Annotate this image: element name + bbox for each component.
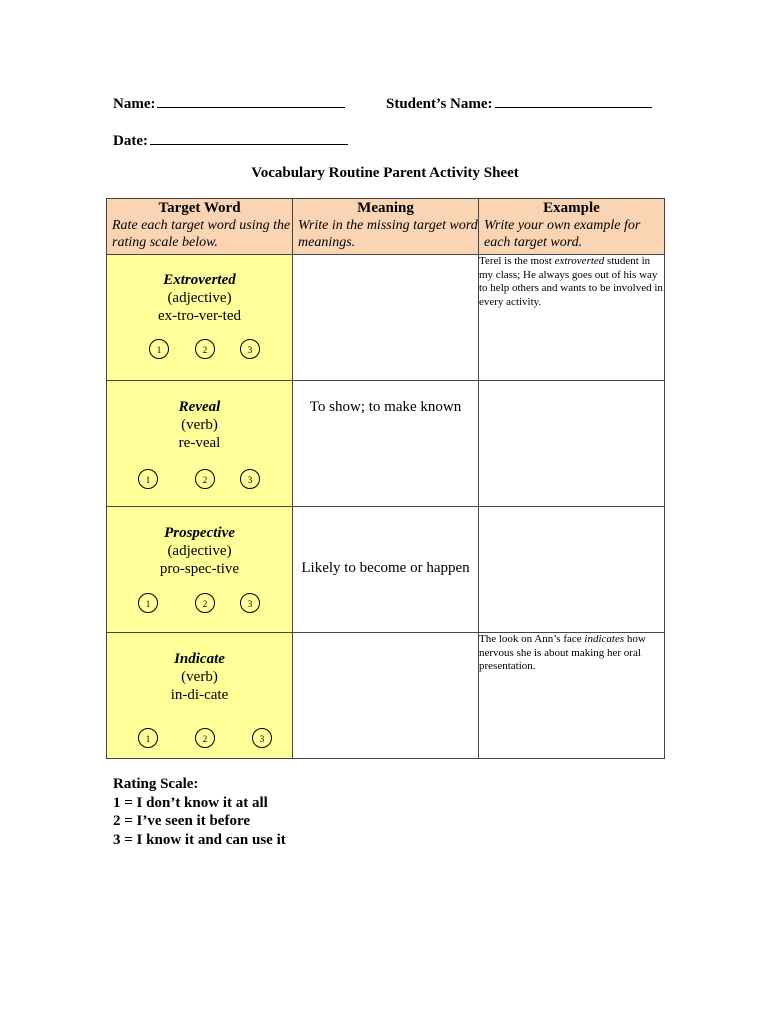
target-word-cell [107, 633, 293, 759]
table-row [107, 633, 665, 759]
syllable-breakdown: pro-spec-tive [159, 561, 240, 577]
target-word: Prospective [164, 525, 235, 541]
syllable-breakdown: re-veal [178, 435, 221, 451]
target-word-cell [107, 381, 293, 507]
name-blank-line[interactable] [157, 93, 345, 108]
sheet-title: Vocabulary Routine Parent Activity Sheet [251, 165, 519, 181]
part-of-speech: (adjective) [167, 543, 232, 559]
meaning-text: To show; to make known [309, 399, 462, 415]
meaning-cell[interactable] [293, 255, 479, 381]
column-header-example [479, 199, 665, 255]
meaning-text: Likely to become or happen [301, 560, 470, 576]
vocabulary-table [106, 198, 665, 759]
table-row [107, 255, 665, 381]
rating-scale-title: Rating Scale: [113, 776, 199, 792]
target-word-cell [107, 255, 293, 381]
rating-circle-2[interactable]: 2 [195, 339, 215, 359]
rating-circle-2[interactable]: 2 [195, 469, 215, 489]
column-header-target-word [107, 199, 293, 255]
column-header-meaning [293, 199, 479, 255]
student-name-label: Student’s Name: [386, 96, 493, 112]
target-word: Indicate [174, 651, 225, 667]
rating-circle-3[interactable]: 3 [240, 469, 260, 489]
meaning-cell[interactable] [293, 507, 479, 633]
part-of-speech: (adjective) [167, 290, 232, 306]
target-word: Extroverted [163, 272, 236, 288]
rating-scale-legend [113, 775, 286, 849]
column-instruction: Write your own example for each target word. [484, 218, 641, 250]
rating-circle-1[interactable]: 1 [138, 728, 158, 748]
rating-circle-3[interactable]: 3 [252, 728, 272, 748]
example-cell[interactable] [479, 381, 665, 507]
syllable-breakdown: ex-tro-ver-ted [158, 308, 241, 324]
date-label: Date: [113, 133, 148, 149]
rating-circle-1[interactable]: 1 [149, 339, 169, 359]
rating-scale-item-2: 2 = I’ve seen it before [113, 813, 250, 829]
rating-circle-3[interactable]: 3 [240, 339, 260, 359]
rating-scale-item-1: 1 = I don’t know it at all [113, 794, 268, 811]
date-field[interactable] [113, 130, 348, 150]
part-of-speech: (verb) [181, 669, 218, 685]
example-cell[interactable] [479, 507, 665, 633]
rating-circle-1[interactable]: 1 [138, 593, 158, 613]
student-name-blank-line[interactable] [495, 93, 652, 108]
column-instruction: Write in the missing target word meanings. [298, 218, 478, 250]
column-instruction: Rate each target word using the rating scale below. [112, 218, 291, 250]
rating-circle-2[interactable]: 2 [195, 728, 215, 748]
example-text: Terel is the most extroverted student in my class; He always goes out of his way to help others and wants to be involved in every activity. [479, 255, 663, 308]
example-text: The look on Ann’s face indicates how nervous she is about making her oral presentation. [479, 633, 646, 672]
part-of-speech: (verb) [181, 417, 218, 433]
table-header-row [107, 199, 665, 255]
rating-scale-item-3: 3 = I know it and can use it [113, 831, 286, 848]
meaning-cell[interactable] [293, 633, 479, 759]
meaning-cell[interactable] [293, 381, 479, 507]
name-label: Name: [113, 96, 156, 112]
column-title: Meaning [357, 200, 414, 216]
syllable-breakdown: in-di-cate [170, 687, 229, 703]
target-word-cell [107, 507, 293, 633]
example-cell[interactable] [479, 255, 665, 381]
rating-circle-3[interactable]: 3 [240, 593, 260, 613]
table-row [107, 381, 665, 507]
rating-circle-1[interactable]: 1 [138, 469, 158, 489]
column-title: Target Word [158, 200, 241, 216]
date-blank-line[interactable] [150, 130, 348, 145]
table-row [107, 507, 665, 633]
rating-circle-2[interactable]: 2 [195, 593, 215, 613]
target-word: Reveal [178, 399, 221, 415]
name-field[interactable] [113, 93, 345, 113]
student-name-field[interactable] [386, 93, 652, 113]
column-title: Example [543, 200, 600, 216]
example-cell[interactable] [479, 633, 665, 759]
